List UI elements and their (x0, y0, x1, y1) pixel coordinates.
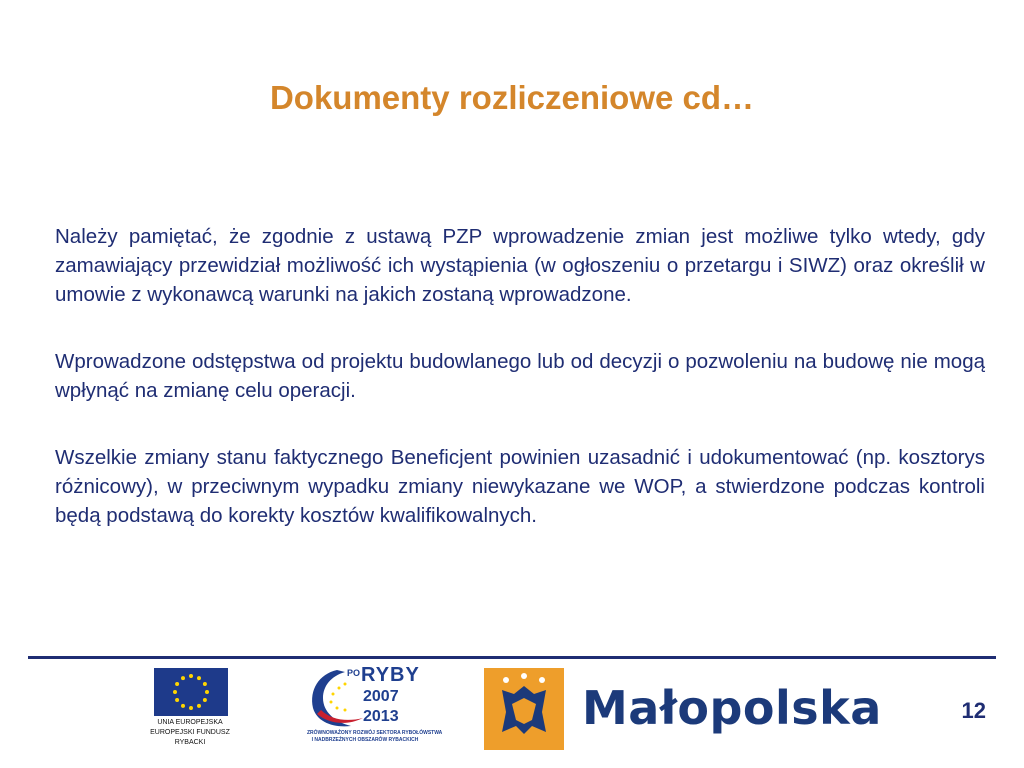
paragraph-factual-changes: Wszelkie zmiany stanu faktycznego Beneficjent powinien uzasadnić i udokumentować (np. kosztorys różnicowy), w przeciwnym wypadku zmiany niewykazane we WOP, a stwierdzone podczas kontroli będą podstawą do korekty kosztów kwalifikowalnych. (55, 446, 985, 527)
malopolska-wordmark: Małopolska (582, 681, 882, 735)
eu-caption-line: UNIA EUROPEJSKA (157, 719, 223, 726)
eu-caption (140, 718, 240, 748)
ryby-year-start: 2007 (363, 688, 399, 705)
slide-title: Dokumenty rozliczeniowe cd… (269, 79, 755, 116)
eu-caption-line: EUROPEJSKI FUNDUSZ (150, 729, 230, 736)
page-number: 12 (961, 698, 986, 723)
ryby-year-end: 2013 (363, 708, 399, 725)
ryby-label: RYBY (361, 664, 420, 686)
paragraph-pzp-changes: Należy pamiętać, że zgodnie z ustawą PZP wprowadzenie zmian jest możliwe tylko wtedy, gdy zamawiający przewidział możliwość ich wystąpienia (w ogłoszeniu o przetargu i SIWZ) oraz określił w umowie z wykonawcą warunki na jakich zostaną wprowadzone. (55, 225, 985, 306)
malopolska-emblem-icon (484, 668, 564, 750)
eu-logo (140, 668, 240, 750)
slide-body (55, 222, 985, 568)
eu-caption-line: RYBACKI (174, 739, 206, 746)
ryby-caption-line: I NADBRZEŻNYCH OBSZARÓW RYBACKICH (311, 737, 419, 743)
paragraph-deviations: Wprowadzone odstępstwa od projektu budowlanego lub od decyzji o pozwoleniu na budowę nie mogą wpłynąć na zmianę celu operacji. (55, 350, 985, 402)
malopolska-logo (482, 668, 882, 750)
footer-divider (28, 656, 996, 659)
ryby-caption-line: ZRÓWNOWAŻONY ROZWÓJ SEKTORA RYBOŁÓWSTWA (307, 730, 443, 736)
ryby-po-label: PO (347, 668, 361, 678)
ryby-caption (307, 730, 443, 744)
eu-flag-icon (154, 668, 228, 716)
po-ryby-logo (307, 664, 443, 752)
